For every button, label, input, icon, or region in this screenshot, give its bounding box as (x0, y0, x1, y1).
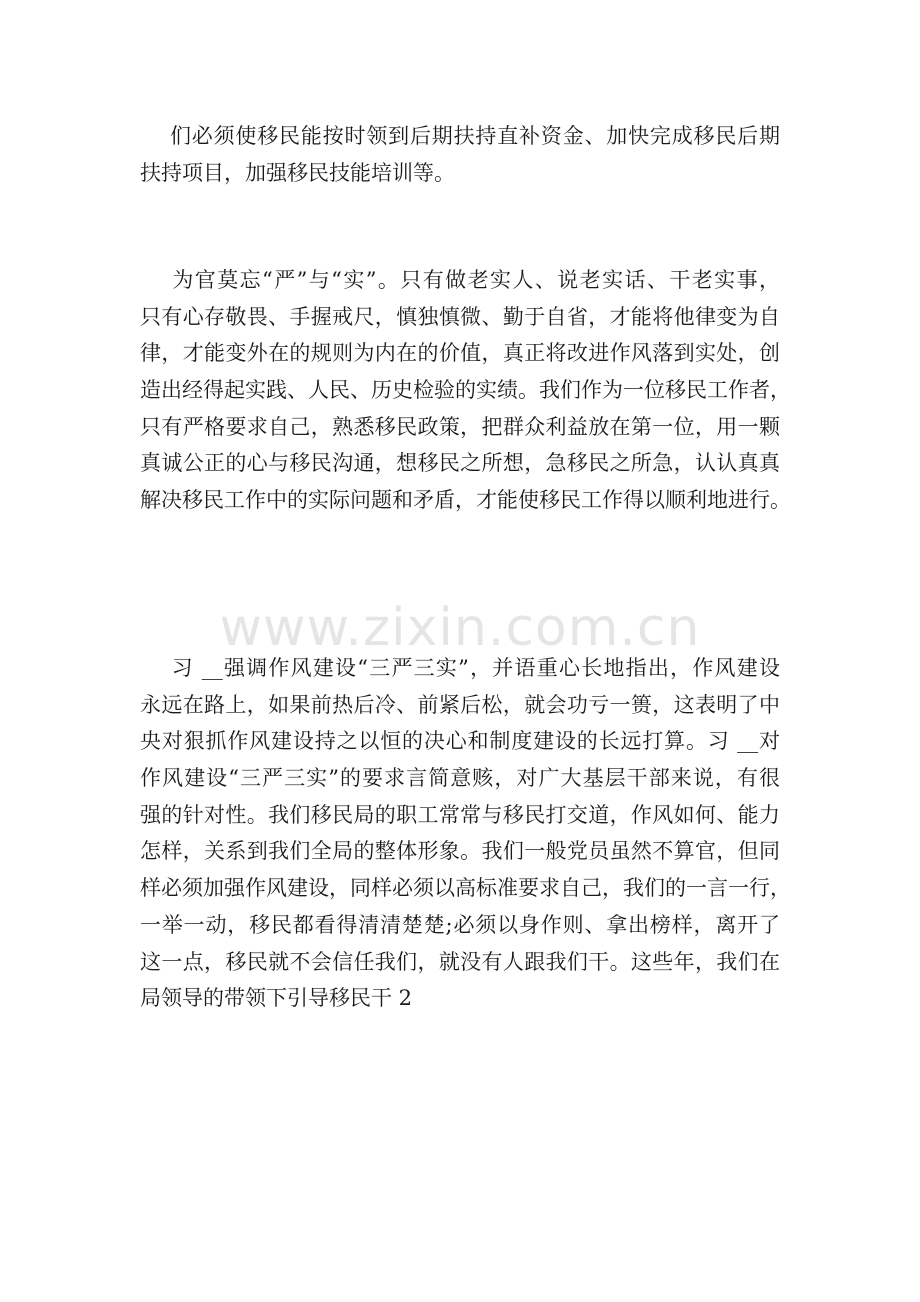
text-line: 们必须使移民能按时领到后期扶持直补资金、加快完成移民后期 (140, 124, 780, 148)
text-line: 扶持项目，加强移民技能培训等。 (140, 160, 455, 185)
text-line: 永远在路上，如果前热后冷、前紧后松，就会功亏一篑，这表明了中 (140, 692, 780, 717)
watermark: www.zixin.com.cn (219, 598, 701, 658)
text-line: 为官莫忘“严”与“实”。只有做老实人、说老实话、干老实事， (140, 268, 780, 292)
text-line: 只有严格要求自己，熟悉移民政策，把群众利益放在第一位，用一颗 (140, 414, 780, 439)
text-line: 央对狠抓作风建设持之以恒的决心和制度建设的长远打算。习 __对 (140, 729, 780, 754)
text-line: 律，才能变外在的规则为内在的价值，真正将改进作风落到实处，创 (140, 341, 780, 366)
text-line: 习 __强调作风建设“三严三实”，并语重心长地指出，作风建设 (140, 656, 780, 680)
text-line: 只有心存敬畏、手握戒尺，慎独慎微、勤于自省，才能将他律变为自 (140, 304, 780, 329)
text-line: 解决移民工作中的实际问题和矛盾，才能使移民工作得以顺利地进行。 (140, 488, 791, 513)
text-line: 局领导的带领下引导移民干 2 (140, 986, 413, 1011)
text-line: 真诚公正的心与移民沟通，想移民之所想，急移民之所急，认认真真 (140, 451, 780, 476)
text-line: 这一点，移民就不会信任我们，就没有人跟我们干。这些年，我们在 (140, 949, 780, 974)
text-line: 一举一动，移民都看得清清楚楚;必须以身作则、拿出榜样，离开了 (140, 912, 780, 937)
text-line: 样必须加强作风建设，同样必须以高标准要求自己，我们的一言一行， (140, 876, 791, 901)
paragraph-2 (140, 262, 791, 519)
text-line: 强的针对性。我们移民局的职工常常与移民打交道，作风如何、能力 (140, 802, 780, 827)
text-line: 造出经得起实践、人民、历史检验的实绩。我们作为一位移民工作者， (140, 378, 791, 403)
text-line: 怎样，关系到我们全局的整体形象。我们一般党员虽然不算官，但同 (140, 839, 780, 864)
paragraph-3 (140, 650, 791, 1017)
paragraph-1 (140, 118, 780, 191)
text-line: 作风建设“三严三实”的要求言简意赅，对广大基层干部来说，有很 (140, 766, 780, 791)
